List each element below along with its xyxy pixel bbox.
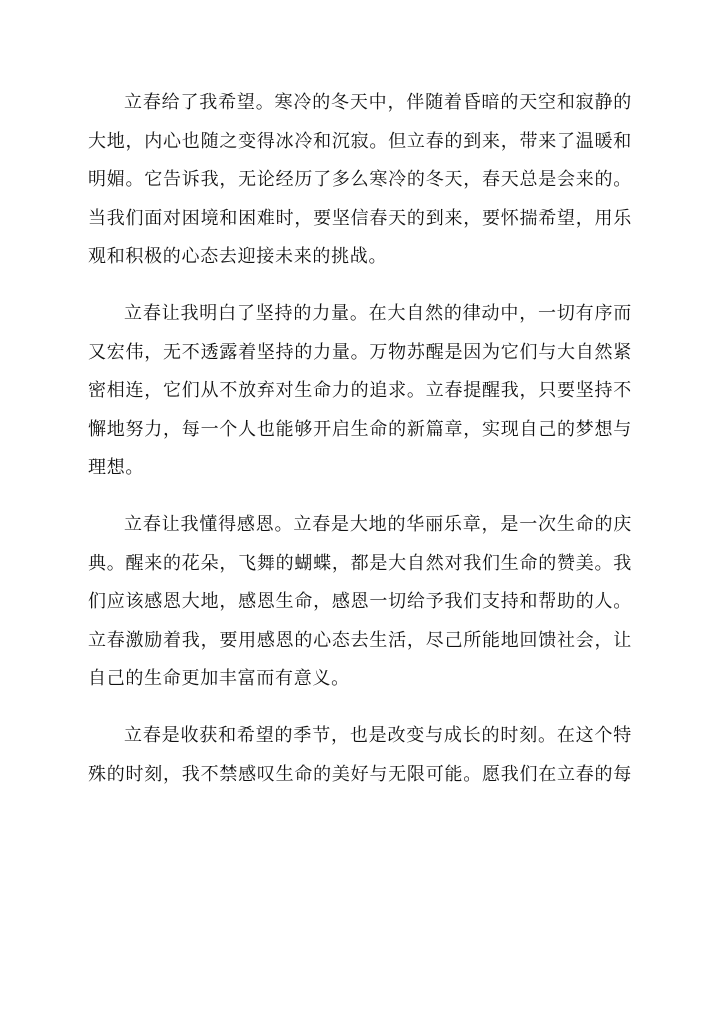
paragraph-spacer	[88, 699, 632, 717]
paragraph-harvest	[88, 717, 632, 794]
text-line: 立春给了我希望。寒冷的冬天中，伴随着昏暗的天空和寂静的	[124, 92, 632, 113]
text-line: 典。醒来的花朵，飞舞的蝴蝶，都是大自然对我们生命的赞美。我	[88, 552, 632, 574]
text-line: 观和积极的心态去迎接未来的挑战。	[88, 246, 388, 268]
text-line: 懈地努力，每一个人也能够开启生命的新篇章，实现自己的梦想与	[88, 418, 632, 440]
paragraph-gratitude	[88, 506, 632, 699]
text-line: 们应该感恩大地，感恩生命，感恩一切给予我们支持和帮助的人。	[88, 591, 632, 613]
text-line: 殊的时刻，我不禁感叹生命的美好与无限可能。愿我们在立春的每	[88, 763, 632, 785]
text-line: 立春是收获和希望的季节，也是改变与成长的时刻。在这个特	[124, 724, 632, 746]
paragraph-persistence	[88, 295, 632, 488]
text-line: 立春让我明白了坚持的力量。在大自然的律动中，一切有序而	[124, 302, 632, 324]
text-line: 当我们面对困境和困难时，要坚信春天的到来，要怀揣希望，用乐	[88, 207, 632, 229]
text-line: 大地，内心也随之变得冰冷和沉寂。但立春的到来，带来了温暖和	[88, 130, 632, 152]
text-line: 自己的生命更加丰富而有意义。	[88, 668, 350, 690]
paragraph-hope	[88, 84, 632, 277]
text-line: 理想。	[88, 457, 145, 479]
paragraph-spacer	[88, 277, 632, 295]
text-line: 立春激励着我，要用感恩的心态去生活，尽己所能地回馈社会，让	[88, 629, 632, 651]
text-line: 立春让我懂得感恩。立春是大地的华丽乐章，是一次生命的庆	[124, 513, 632, 535]
document-body	[88, 84, 632, 794]
text-line: 密相连，它们从不放弃对生命力的追求。立春提醒我，只要坚持不	[88, 380, 632, 402]
text-line: 又宏伟，无不透露着坚持的力量。万物苏醒是因为它们与大自然紧	[88, 341, 632, 363]
paragraph-spacer	[88, 488, 632, 506]
text-line: 明媚。它告诉我，无论经历了多么寒冷的冬天，春天总是会来的。	[88, 169, 632, 191]
